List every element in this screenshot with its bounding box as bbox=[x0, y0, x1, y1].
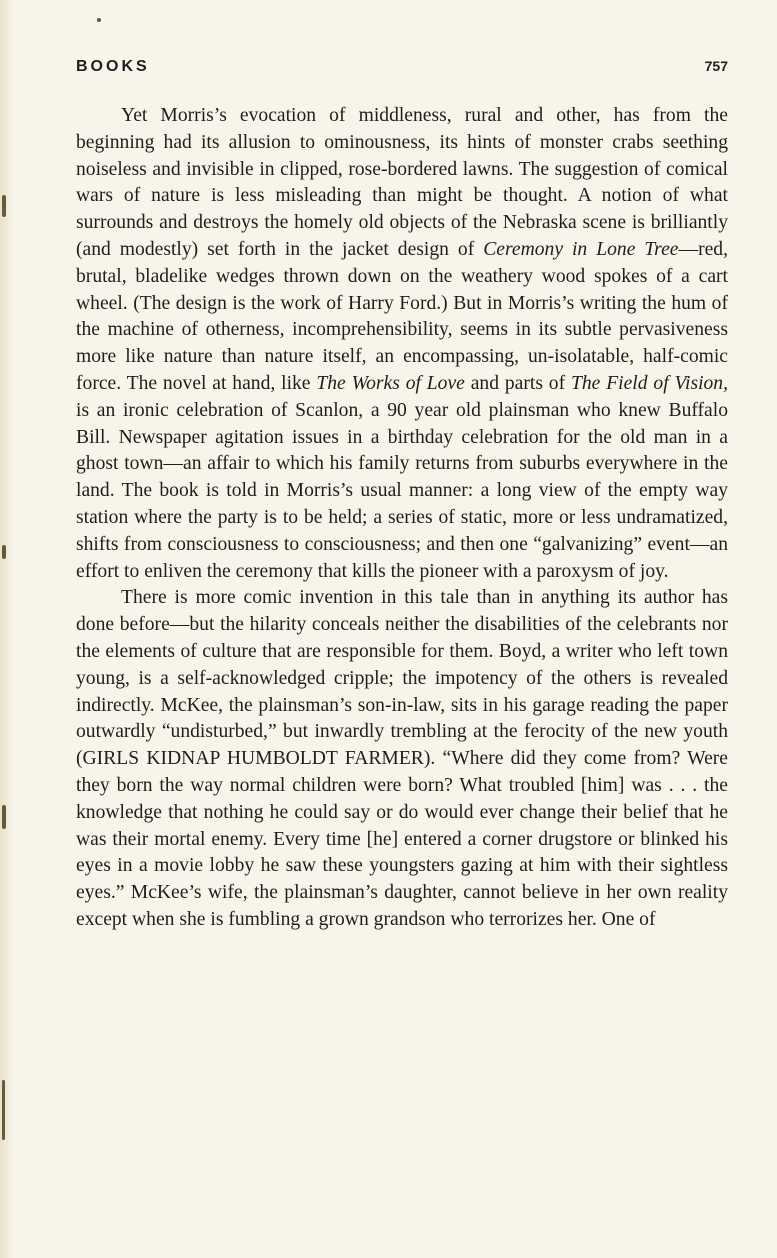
paragraph bbox=[76, 585, 728, 933]
text-run: Yet Morris’s evocation of middleness, rural and other, has from the beginning had its allusion to ominousness, its hints of monster crabs seething noiseless and invisible in clipped, rose-bordered lawns. The suggestion of comical wars of nature is less misleading than might be thought. A notion of what surrounds and destroys the homely old objects of the Nebraska scene is brilliantly (and modestly) set forth in the jacket design of bbox=[76, 105, 728, 260]
binding-mark bbox=[2, 1080, 5, 1140]
text-run: There is more comic invention in this tale than in anything its author has done before—but the hilarity conceals neither the disabilities of the celebrants nor the elements of culture that are responsible for them. Boyd, a writer who left town young, is a self-acknowledged cripple; the impotency of the others is revealed indirectly. McKee, the plainsman’s son-in-law, sits in his garage reading the paper outwardly “undisturbed,” but inwardly trembling at the ferocity of the new youth (GIRLS KIDNAP HUMBOLDT FARMER). “Where did they come from? Were they born the way normal children were born? What troubled [him] was . . . the knowledge that nothing he could say or do would ever change their belief that he was their mortal enemy. Every time [he] entered a corner drugstore or blinked his eyes in a movie lobby he saw these youngsters gazing at him with their sightless eyes.” McKee’s wife, the plainsman’s daughter, cannot believe in her own reality except when she is fumbling a grown grandson who terrorizes her. One of bbox=[76, 587, 728, 930]
book-title: Ceremony in Lone Tree bbox=[483, 238, 679, 260]
binding-mark bbox=[2, 545, 6, 559]
binding-mark bbox=[2, 195, 6, 217]
binding-mark bbox=[2, 805, 6, 829]
paragraph bbox=[76, 103, 728, 585]
body-text bbox=[76, 103, 728, 934]
page-gutter bbox=[0, 0, 14, 1258]
print-speck bbox=[97, 18, 101, 22]
text-run: —red, brutal, bladelike wedges thrown down on the weathery wood spokes of a cart wheel. (The design is the work of Harry Ford.) But in Morris’s writing the hum of the machine of otherness, incomprehensibility, seems in its subtle pervasiveness more like nature than nature itself, an encompassing, un-isolatable, half-comic force. The novel at hand, like bbox=[76, 238, 728, 394]
text-run: is an ironic celebration of Scanlon, a 90 year old plainsman who knew Buffalo Bill. Newspaper agitation issues in a birthday celebration for the old man in a ghost town—an affair to which his family returns from suburbs everywhere in the land. The book is told in Morris’s usual manner: a long view of the empty way station where the party is to be held; a series of static, more or less undramatized, shifts from consciousness to consciousness; and then one “galvanizing” event—an effort to enliven the ceremony that kills the pioneer with a paroxysm of joy. bbox=[76, 399, 728, 582]
text-run: and parts of bbox=[464, 372, 571, 394]
page-header bbox=[76, 58, 728, 80]
book-title: The Field of Vision, bbox=[570, 372, 728, 394]
page-number: 757 bbox=[704, 58, 728, 74]
book-title: The Works of Love bbox=[316, 372, 465, 394]
running-head: BOOKS bbox=[76, 58, 150, 75]
